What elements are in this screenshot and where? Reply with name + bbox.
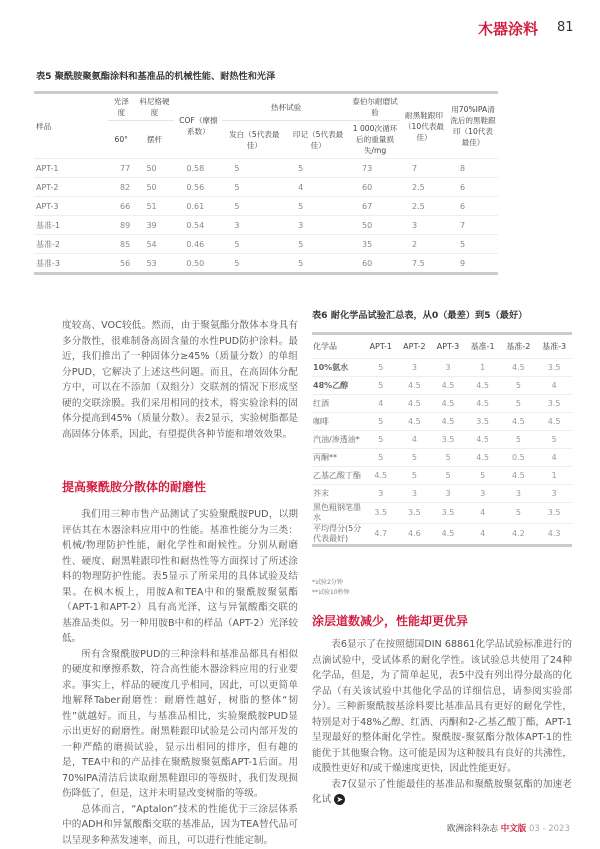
table-cell: 6 [448, 197, 498, 216]
table-row [312, 467, 572, 485]
table-cell: 4.5 [501, 467, 537, 485]
table-cell: APT-3 [34, 197, 108, 216]
table-cell: 4 [286, 178, 350, 197]
col-gloss: 光泽度 [113, 97, 129, 117]
table-cell: 4.5 [364, 467, 398, 485]
paragraph: 总体而言，“Aptalon”技术的性能优于三涂层体系中的ADH和异氰酸酯交联的基准品，因为TEA替代品可以呈现多种蒸发速率，而且，可以进行性能定制。 [62, 803, 298, 846]
table-cell: 5 [222, 159, 286, 178]
table-cell: 39 [134, 216, 174, 235]
col-gloss-sub: 60° [108, 121, 134, 159]
table-cell: 5 [364, 413, 398, 431]
table-cell: 4.5 [431, 524, 465, 546]
table-cell: 4 [364, 395, 398, 413]
table-cell: 0.54 [174, 216, 222, 235]
table-cell: 5 [465, 467, 501, 485]
table-cell: 50 [134, 178, 174, 197]
left-column [62, 318, 298, 848]
table-cell: 3.5 [398, 503, 432, 524]
table-cell: 0.58 [174, 159, 222, 178]
table-cell: 4 [536, 377, 572, 395]
table-cell: 4.5 [398, 395, 432, 413]
right-column [312, 612, 572, 808]
table-row [312, 485, 572, 503]
table-cell: 2.5 [400, 197, 448, 216]
table-row [312, 413, 572, 431]
table-cell: 咖啡 [312, 413, 364, 431]
col-cof: COF（摩擦系数） [179, 116, 218, 136]
table-cell: APT-2 [34, 178, 108, 197]
table-row [34, 254, 498, 274]
table-cell: 黑色粗钢笔墨水 [312, 503, 364, 524]
table-cell: 10%氨水 [312, 359, 364, 377]
col-hot-cup: 热杯试验 [271, 102, 302, 112]
table-cell: 3 [222, 216, 286, 235]
column-header: 基准-3 [542, 342, 567, 351]
paragraph: 所有含聚酰胺PUD的三种涂料和基准品都具有相似的硬度和摩擦系数，符合高性能木器涂料应用的行业要求。事实上，样品的硬度几乎相同，因此，可以更简单地解释Taber耐磨性：耐磨性越好，树脂的整体“韧性”就越好。而且，与基准品相比，实验聚酰胺PUD显示出更好的耐磨性。耐黑鞋跟印试验是公司内部开发的一种严酷的磨损试验，显示出相同的排序，但有趣的是，TEA中和的产品排在聚酰胺聚氨酯APT-1后面。用70%IPA清洁后读取耐黑鞋跟印的等级时，我们发现损伤降低了，但是，这并未明显改变树脂的等级。 [62, 648, 298, 799]
table-cell: 5 [364, 449, 398, 467]
footer [447, 822, 570, 834]
table-cell: 0.61 [174, 197, 222, 216]
table-cell: 3 [400, 216, 448, 235]
table-cell: 基准-1 [34, 216, 108, 235]
table-cell: 5 [286, 254, 350, 274]
table-row [34, 197, 498, 216]
section-title: 木器涂料 [478, 20, 539, 38]
issue: 03 - 2023 [528, 824, 570, 834]
table-cell: 6 [448, 178, 498, 197]
column-header: 基准-2 [506, 342, 531, 351]
table-cell: 5 [398, 467, 432, 485]
table5-caption: 表5 聚酰胺聚氨酯涂料和基准品的机械性能、耐热性和光泽 [36, 71, 276, 82]
col-taber: 泰伯尔耐磨试验 [352, 97, 398, 117]
table-cell: 35 [350, 235, 400, 254]
section-heading: 提高聚酰胺分散体的耐磨性 [62, 480, 207, 494]
table-cell: 0.46 [174, 235, 222, 254]
table-cell: 54 [134, 235, 174, 254]
table-cell: 48%乙醇 [312, 377, 364, 395]
table-cell: 4 [465, 524, 501, 546]
table6 [312, 332, 572, 547]
table-cell: 3.5 [431, 431, 465, 449]
table-cell: 4.5 [465, 449, 501, 467]
table-cell: 4.5 [536, 413, 572, 431]
table-cell: 5 [286, 159, 350, 178]
table-cell: 3 [286, 216, 350, 235]
col-konig-sub: 摆杆 [134, 121, 174, 159]
footnote-1: *试验2分钟 [312, 579, 343, 586]
table-cell: 5 [286, 197, 350, 216]
table-cell: 50 [134, 159, 174, 178]
table-cell: 9 [448, 254, 498, 274]
table-cell: 5 [448, 235, 498, 254]
col-bhm-ipa: 用70%IPA清洗后的黑鞋跟印（10代表最佳） [450, 105, 496, 147]
table-row [312, 395, 572, 413]
table-cell: 3 [501, 485, 537, 503]
table-cell: 2.5 [400, 178, 448, 197]
table-cell: 5 [501, 431, 537, 449]
table-cell: 4.5 [398, 377, 432, 395]
page-number: 81 [557, 20, 574, 35]
table-cell: 3.5 [536, 503, 572, 524]
table-cell: 4.5 [501, 359, 537, 377]
table-cell: 50 [350, 216, 400, 235]
table-cell: 5 [364, 377, 398, 395]
table-cell: 5 [222, 254, 286, 274]
table-row [34, 159, 498, 178]
table-cell: 53 [134, 254, 174, 274]
table-cell: 3.5 [364, 503, 398, 524]
table-cell: 5 [501, 503, 537, 524]
table-cell: 汽油/渗透油* [312, 431, 364, 449]
table-cell: 5 [536, 431, 572, 449]
table-cell: 5 [286, 235, 350, 254]
table-cell: 红酒 [312, 395, 364, 413]
table-cell: 基准-3 [34, 254, 108, 274]
table-row [34, 178, 498, 197]
table-cell: 8 [448, 159, 498, 178]
table-cell: 4.5 [501, 413, 537, 431]
table-cell: 66 [108, 197, 134, 216]
table-cell: 60 [350, 178, 400, 197]
column-header: 基准-1 [470, 342, 495, 351]
table-cell: 0.50 [174, 254, 222, 274]
table-cell: 5 [431, 467, 465, 485]
arrow-right-circle-icon: ➤ [334, 794, 345, 805]
table-cell: 3 [398, 485, 432, 503]
column-header: APT-1 [369, 342, 393, 351]
table-cell: 85 [108, 235, 134, 254]
table-cell: 5 [222, 178, 286, 197]
table-cell: 3.5 [536, 395, 572, 413]
table-cell: 4.5 [431, 377, 465, 395]
table-cell: 89 [108, 216, 134, 235]
table6-caption: 表6 耐化学品试验汇总表，从0（最差）到5（最好） [312, 310, 528, 321]
paragraph: 表6显示了在按照德国DIN 68861化学品试验标准进行的点滴试验中，受试体系的耐化学性。该试验总共使用了24种化学品，但是，为了简单起见，表5中没有列出得分最高的化学品（有关该试验中其他化学品的详细信息，请参阅实验部分）。三种新聚酰胺基涂料要比基准品具有更好的耐化学性，特别是对于48%乙醇、红酒、丙酮和2-乙基乙酸丁酯，APT-1呈现最好的整体耐化学性。聚酰胺-聚氨酯分散体APT-1的性能优于其他聚合物。这可能是因为这种胺具有良好的共沸性，成膜性更好和/或干燥速度更快，因此性能更好。 [312, 639, 572, 774]
table-cell: 5 [431, 449, 465, 467]
paragraph-text: 表7仅显示了性能最佳的基准品和聚酰胺聚氨酯的加速老化试 [312, 778, 572, 805]
col-konig: 科尼格硬度 [139, 97, 170, 117]
table-cell: 3.5 [431, 503, 465, 524]
table-cell: 4.5 [465, 431, 501, 449]
table-cell: 4 [398, 431, 432, 449]
table-row [34, 235, 498, 254]
table-cell: 4.3 [536, 524, 572, 546]
table-cell: 82 [108, 178, 134, 197]
table-row [312, 377, 572, 395]
table-cell: 基准-2 [34, 235, 108, 254]
edition: 中文版 [500, 824, 527, 834]
table-cell: 4.2 [501, 524, 537, 546]
table-row [312, 359, 572, 377]
table-row [312, 449, 572, 467]
table-cell: 平均得分(5分代表最好) [312, 524, 364, 546]
table-cell: 5 [364, 431, 398, 449]
table-cell: 3 [431, 359, 465, 377]
table-cell: 0.5 [501, 449, 537, 467]
table-cell: 73 [350, 159, 400, 178]
footnote-2: **试验10秒钟 [312, 589, 350, 596]
table-cell: 7 [400, 159, 448, 178]
table-cell: 60 [350, 254, 400, 274]
col-bhm: 耐黑鞋跟印（10代表最佳） [403, 110, 445, 142]
table-cell: 丙酮** [312, 449, 364, 467]
table-cell: 3.5 [536, 359, 572, 377]
table-cell: 67 [350, 197, 400, 216]
table-row [34, 216, 498, 235]
table-cell: 5 [364, 359, 398, 377]
column-header: APT-3 [436, 342, 460, 351]
column-header: 化学品 [313, 342, 337, 351]
paragraph: 我们用三种市售产品测试了实验聚酰胺PUD，以期评估其在木器涂料应用中的性能。基准性能分为三类：机械/物理防护性能，耐化学性和耐候性。分别从耐磨性、硬度、耐黑鞋跟印性和耐热性等方面探讨了所述涂料的物理防护性能。表5显示了所采用的具体试验及结果。在枫木板上，用胺A和TEA中和的聚酰胺聚氨酯（APT-1和APT-2）具有高光泽，这与异氰酸酯交联的基准品类似。另一种用胺B中和的样品（APT-2）光泽较低。 [62, 509, 298, 644]
table-cell: 4 [536, 449, 572, 467]
table-cell: 5 [501, 377, 537, 395]
table-cell: 3 [431, 485, 465, 503]
table-cell: 1 [465, 359, 501, 377]
table-cell: 芥末 [312, 485, 364, 503]
table-cell: 4.5 [465, 377, 501, 395]
table-cell: 1 [536, 467, 572, 485]
table-cell: 77 [108, 159, 134, 178]
table-cell: 4.6 [398, 524, 432, 546]
table-cell: 4 [465, 503, 501, 524]
table-cell: 乙基乙酸丁酯 [312, 467, 364, 485]
table-cell: 4.5 [431, 413, 465, 431]
section-heading: 涂层道数减少，性能却更优异 [312, 614, 469, 628]
table-row [312, 431, 572, 449]
table-cell: 5 [501, 395, 537, 413]
table-cell: 7 [448, 216, 498, 235]
table-cell: 3 [536, 485, 572, 503]
table-cell: 5 [222, 197, 286, 216]
table5 [34, 91, 498, 275]
table-row [312, 524, 572, 546]
table-cell: 3 [398, 359, 432, 377]
paragraph [312, 777, 572, 808]
table-cell: 4.7 [364, 524, 398, 546]
table-cell: 0.56 [174, 178, 222, 197]
table-cell: 51 [134, 197, 174, 216]
table-cell: 4.5 [398, 413, 432, 431]
table-cell: 5 [398, 449, 432, 467]
table-cell: 3 [465, 485, 501, 503]
table-cell: 7.5 [400, 254, 448, 274]
column-header: APT-2 [403, 342, 426, 351]
col-whitening: 发白（5代表最佳） [222, 121, 286, 159]
col-sample: 样品 [36, 121, 52, 131]
table-cell: 3.5 [465, 413, 501, 431]
table-row [312, 503, 572, 524]
col-mark: 印记（5代表最佳） [286, 121, 350, 159]
table-cell: 2 [400, 235, 448, 254]
paragraph: 度较高、VOC较低。然而，由于聚氨酯分散体本身具有多分散性，很难制备高固含量的水性PUD防护涂料。最近，我们推出了一种固体分≥45%（质量分数）的单组分PUD，它解决了上述这些问题。而且，在高固体分配方中，可以在不添加（双组分）交联剂的情况下形成坚硬的交联涂膜。我们采用相同的技术，将实验涂料的固体分提高到45%（质量分数）。表2显示，实验树脂都是高固体分体系，因此，有望提供各种节能和增效效果。 [62, 320, 298, 440]
table-cell: 3 [364, 485, 398, 503]
col-taber-sub: 1 000次循环后的重量损失/mg [350, 121, 400, 159]
table-cell: 4.5 [431, 395, 465, 413]
table-cell: 5 [222, 235, 286, 254]
table-cell: 4.5 [465, 395, 501, 413]
table-cell: APT-1 [34, 159, 108, 178]
table-cell: 56 [108, 254, 134, 274]
magazine-name: 欧洲涂料杂志 [447, 824, 499, 834]
